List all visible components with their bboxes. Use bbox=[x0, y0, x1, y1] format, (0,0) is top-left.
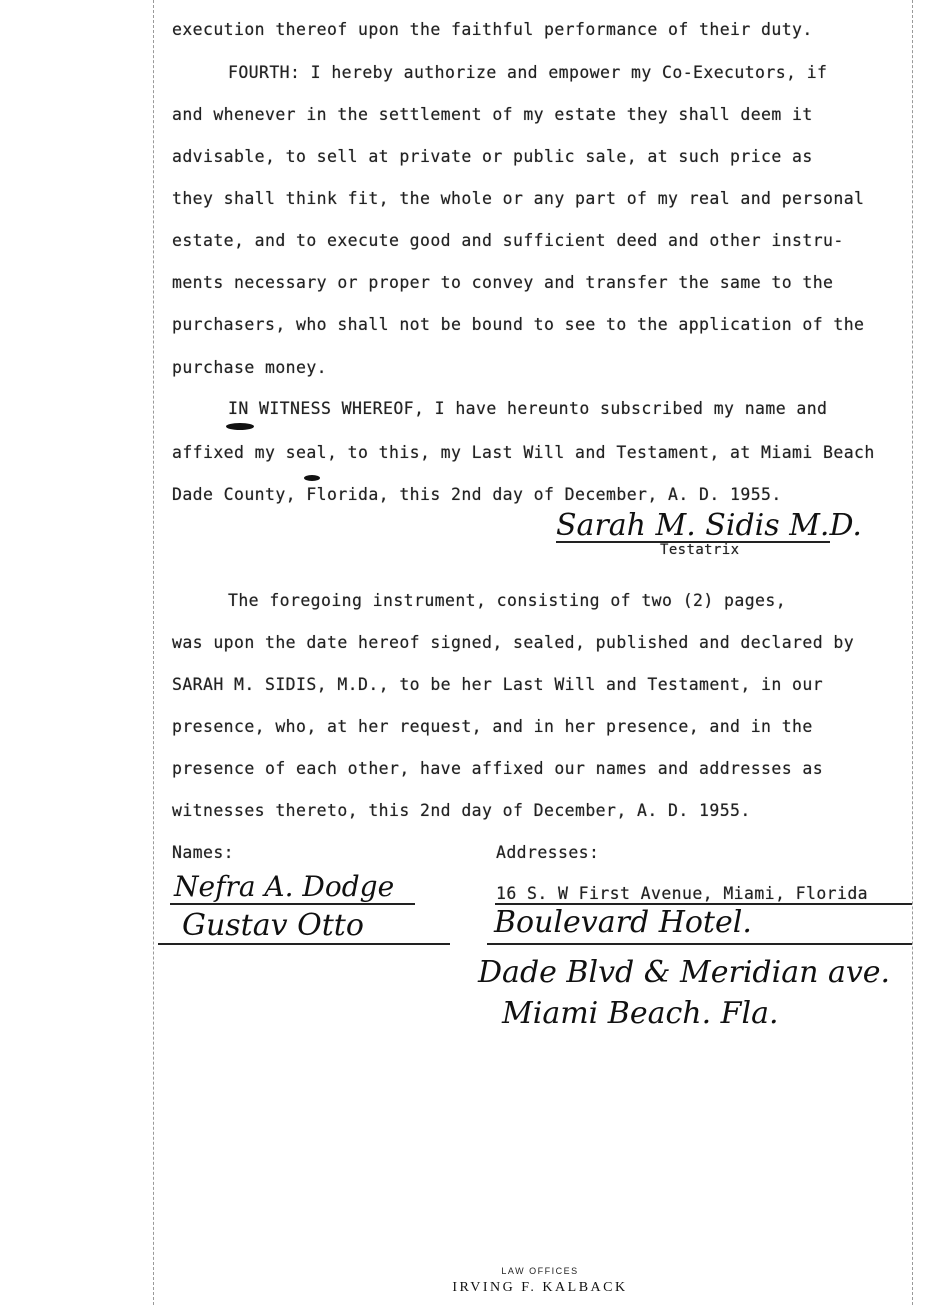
witness2-address-line-1: Boulevard Hotel. bbox=[494, 905, 752, 940]
attestation-line-4: presence, who, at her request, and in her presence, and in the bbox=[172, 717, 813, 736]
witness2-signature-line bbox=[158, 943, 450, 945]
body-line-11: affixed my seal, to this, my Last Will and Testament, at Miami Beach bbox=[172, 443, 875, 462]
law-offices-label: LAW OFFICES bbox=[501, 1266, 579, 1276]
body-line-8: purchasers, who shall not be bound to see to the application of the bbox=[172, 315, 865, 334]
addresses-label: Addresses: bbox=[496, 843, 600, 862]
witness1-signature: Nefra A. Dodge bbox=[174, 870, 395, 903]
attestation-line-5: presence of each other, have affixed our names and addresses as bbox=[172, 759, 824, 778]
body-line-2: FOURTH: I hereby authorize and empower my Co-Executors, if bbox=[228, 63, 828, 82]
testatrix-label: Testatrix bbox=[660, 542, 740, 558]
ink-smudge bbox=[226, 423, 254, 430]
witness1-address: 16 S. W First Avenue, Miami, Florida bbox=[496, 884, 869, 903]
body-line-7: ments necessary or proper to convey and transfer the same to the bbox=[172, 273, 834, 292]
body-line-1: execution thereof upon the faithful performance of their duty. bbox=[172, 20, 813, 39]
names-label: Names: bbox=[172, 843, 235, 862]
witness2-address-line-3: Miami Beach. Fla. bbox=[502, 996, 779, 1031]
witness2-address-line-2: Dade Blvd & Meridian ave. bbox=[478, 955, 891, 990]
body-line-3: and whenever in the settlement of my estate they shall deem it bbox=[172, 105, 813, 124]
attestation-line-3: SARAH M. SIDIS, M.D., to be her Last Will and Testament, in our bbox=[172, 675, 824, 694]
attestation-line-2: was upon the date hereof signed, sealed, published and declared by bbox=[172, 633, 855, 652]
witness1-signature-line bbox=[170, 903, 415, 905]
body-line-12: Dade County, Florida, this 2nd day of December, A. D. 1955. bbox=[172, 485, 782, 504]
ink-smudge bbox=[304, 475, 320, 481]
body-line-6: estate, and to execute good and sufficient deed and other instru- bbox=[172, 231, 844, 250]
body-line-5: they shall think fit, the whole or any part of my real and personal bbox=[172, 189, 865, 208]
body-line-4: advisable, to sell at private or public sale, at such price as bbox=[172, 147, 813, 166]
witness2-address-rule bbox=[487, 943, 912, 945]
attestation-line-6: witnesses thereto, this 2nd day of December, A. D. 1955. bbox=[172, 801, 751, 820]
right-margin-rule bbox=[912, 0, 914, 1305]
left-margin-rule bbox=[153, 0, 155, 1305]
body-line-9: purchase money. bbox=[172, 358, 328, 377]
attestation-line-1: The foregoing instrument, consisting of two (2) pages, bbox=[228, 591, 787, 610]
body-line-10: IN WITNESS WHEREOF, I have hereunto subscribed my name and bbox=[228, 399, 828, 418]
testatrix-signature: Sarah M. Sidis M.D. bbox=[556, 508, 862, 543]
attorney-name: IRVING F. KALBACK bbox=[452, 1280, 628, 1295]
witness2-signature: Gustav Otto bbox=[182, 908, 364, 943]
